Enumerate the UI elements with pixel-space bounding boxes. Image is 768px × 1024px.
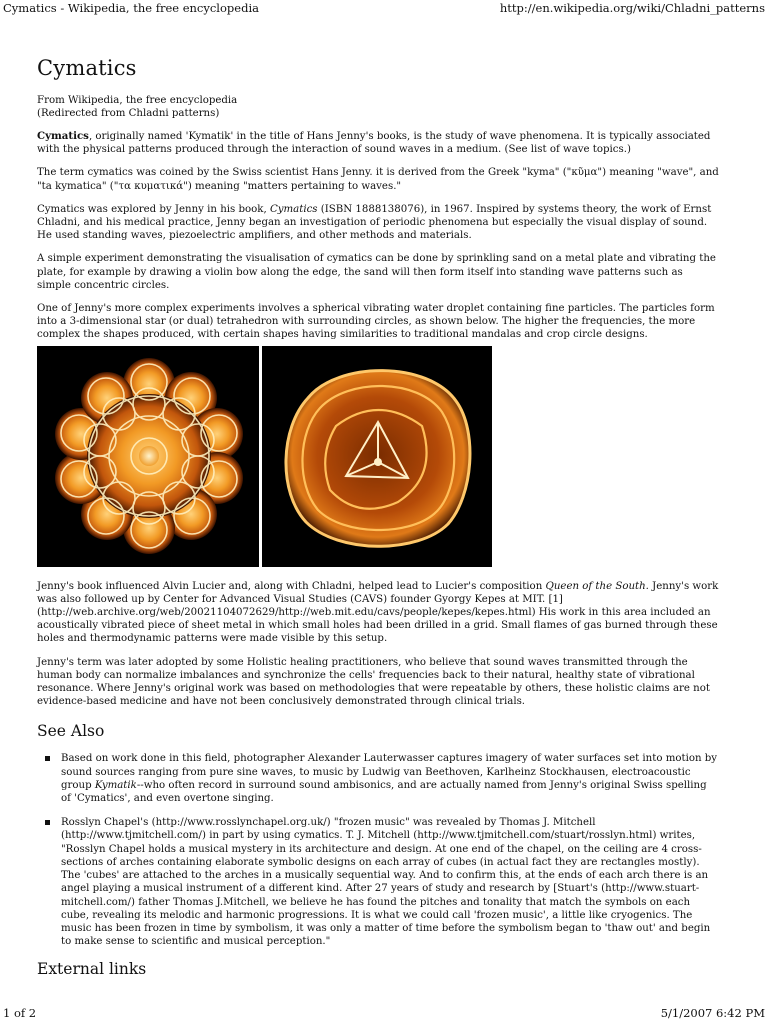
cymatics-images <box>37 346 719 567</box>
paragraph-holistic: Jenny's term was later adopted by some Holistic healing practitioners, who believe that sound waves transmitted through the human body can normalize imbalances and synchronize the cells' frequencies back to their natural, healthy state of vibrational resonance. Where Jenny's original work was based on methodologies that were repeatable by others, these holistic claims are not evidence-based medicine and have not been conclusively demonstrated through clinical trials. <box>37 656 710 708</box>
lucier-work-title: Queen of the South <box>545 580 646 592</box>
see2-text-5: father Thomas J.Mitchell, we believe he has found the pitches and tonality that match the symbols on each cube, revealing its melodic and harmonic progressions. It is what we could call 'frozen music', a little like cryogenics. The music has been frozen in time by symbolism, it was only a matter of time before the symbolism began to 'thaw out' and begin to make sense to scientific and musical perception." <box>61 896 711 948</box>
see2-text-1: Rosslyn Chapel's <box>61 817 152 829</box>
paragraph-experiment: A simple experiment demonstrating the visualisation of cymatics can be done by sprinkling sand on a metal plate and vibrating the plate, for example by drawing a violin bow along the edge, the sand will then form itself into standing wave patterns such as simple concentric circles. <box>37 253 716 291</box>
paragraph-complex-experiment: One of Jenny's more complex experiments involves a spherical vibrating water droplet containing fine particles. The particles form into a 3-dimensional star (or dual) tetrahedron with surrounding circles, as shown below. The higher the frequencies, the more complex the shapes produced, with certain shapes having similarities to traditional mandalas and crop circle designs. <box>37 303 715 341</box>
lucier-text: Jenny's book influenced Alvin Lucier and, along with Chladni, helped lead to Lucier's composition <box>37 580 546 592</box>
kepes-ref-link[interactable]: [1] <box>548 593 563 605</box>
redirect-line: (Redirected from Chladni patterns) <box>37 107 220 119</box>
cymatics-tetrahedron-image <box>262 346 492 567</box>
list-item <box>61 816 719 948</box>
term-bold: Cymatics <box>37 130 89 142</box>
see-also-heading: See Also <box>37 722 105 741</box>
book-title: Cymatics <box>269 203 318 215</box>
page-number: 1 of 2 <box>3 1006 37 1020</box>
article-subtitle <box>37 95 719 120</box>
book-text-end: (ISBN 1888138076), in 1967. Inspired by systems theory, the work of Ernst Chladni, and his medical practice, Jenny began an investigation of periodic phenomena but especially the visual display of sound. He used standing waves, piezoelectric amplifiers, and other methods and materials. <box>37 203 712 242</box>
external-links-heading: External links <box>37 960 147 979</box>
print-header <box>0 0 768 18</box>
rosslyn-page-url-link[interactable]: (http://www.tjmitchell.com/stuart/rosslyn.html) <box>413 830 657 842</box>
see2-text-4: writes, "Rosslyn Chapel holds a musical mystery in its architecture and design. At one end of the chapel, on the ceiling are 4 cross-sections of arches containing elaborate symbolic designs on each array of cubes (in actual fact they are rectangles mostly). The 'cubes' are attached to the arches in a musically sequential way. And to confirm this, at the ends of each arch there is an angel playing a musical instrument of a different kind. After 27 years of study and research by [Stuart's <box>61 830 709 895</box>
page-title: Cymatics <box>37 56 137 80</box>
see1-text-end: --who often record in surround sound ambisonics, and are actually named from Jenny's original Swiss spelling of 'Cymatics', and even overtone singing. <box>61 779 707 805</box>
lucier-text-end: His work in this area included an acoustically vibrated piece of sheet metal in which small holes had been drilled in a grid. Small flames of gas burned through these holes and thermodynamic patterns were made visible by this setup. <box>37 607 718 645</box>
wave-topics-link[interactable]: list of wave topics <box>530 144 624 156</box>
print-footer <box>0 1004 768 1024</box>
see2-text-2: "frozen music" was revealed by Thomas J. Mitchell <box>330 817 596 829</box>
stuart-mitchell-url-link[interactable]: (http://www.stuart-mitchell.com/) <box>61 883 700 908</box>
tjmitchell-url-link[interactable]: (http://www.tjmitchell.com/) <box>61 830 206 842</box>
book-text: Cymatics was explored by Jenny in his book, <box>37 203 270 215</box>
kymatik-name: Kymatik <box>94 779 137 791</box>
page-url: http://en.wikipedia.org/wiki/Chladni_patterns <box>499 1 765 15</box>
intro-text: , originally named 'Kymatik' in the title of Hans Jenny's books, is the study of wave phenomena. It is typically associated with the physical patterns produced through the interaction of sound waves in a medium. (See <box>37 131 711 156</box>
list-item <box>61 752 719 805</box>
article-body <box>37 56 719 990</box>
intro-text-end: .) <box>623 144 631 156</box>
print-datetime: 5/1/2007 6:42 PM <box>660 1006 765 1020</box>
paragraph-intro <box>37 130 719 156</box>
see2-text-3: in part by using cymatics. T. J. Mitchell <box>205 830 414 842</box>
paragraph-lucier <box>37 580 719 646</box>
paragraph-etymology: The term cymatics was coined by the Swiss scientist Hans Jenny. it is derived from the Greek "kyma" ("κῦμα") meaning "wave", and "ta kymatica" ("τα κυματικά") meaning "matters pertaining to waves." <box>37 167 719 192</box>
cymatics-mandala-image <box>37 346 259 567</box>
mandala-pattern-graphic <box>37 346 259 567</box>
lucier-text-mid: . Jenny's work was also followed up by Center for Advanced Visual Studies (CAVS) founder Gyorgy Kepes at MIT. <box>37 580 719 605</box>
from-line: From Wikipedia, the free encyclopedia <box>37 95 238 106</box>
see1-text: Based on work done in this field, photographer Alexander Lauterwasser captures imagery of water surfaces set into motion by sound sources ranging from pure sine waves, to music by Ludwig van Beethoven, Karlheinz Stockhausen, electroacoustic group <box>61 753 718 791</box>
kepes-url-link[interactable]: (http://web.archive.org/web/20021104072629/http://web.mit.edu/cavs/people/kepes/kepes.html) <box>37 607 536 619</box>
tetrahedron-pattern-graphic <box>262 346 492 567</box>
see-also-list <box>37 752 719 948</box>
window-title: Cymatics - Wikipedia, the free encyclopedia <box>3 1 259 15</box>
rosslyn-url-link[interactable]: (http://www.rosslynchapel.org.uk/) <box>151 817 331 829</box>
paragraph-jenny-book <box>37 203 719 243</box>
